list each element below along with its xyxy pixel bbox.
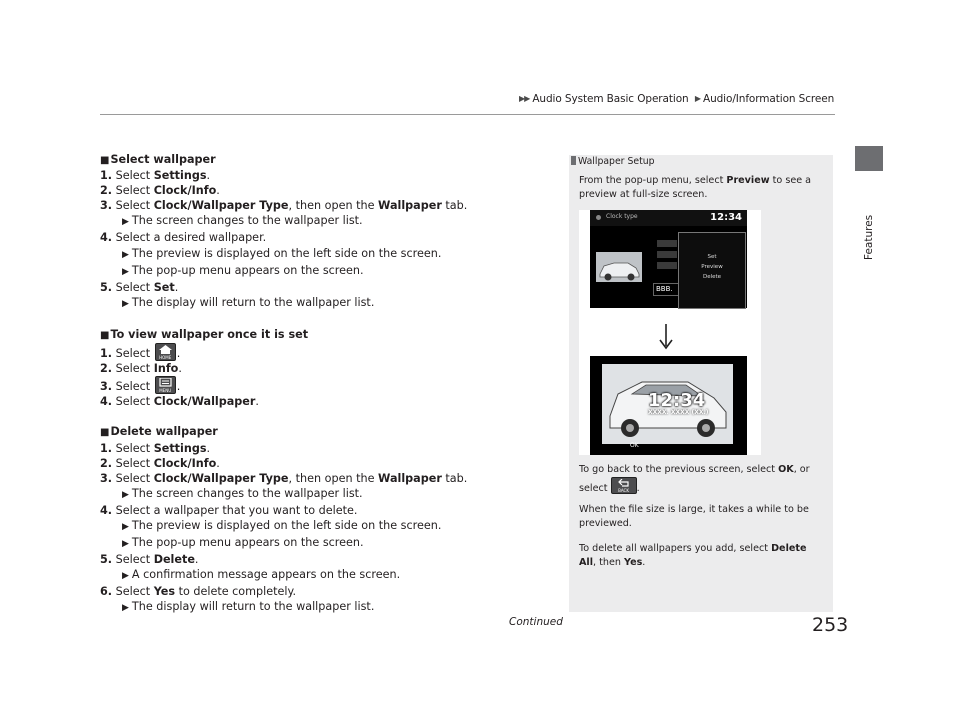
step: 4. Select Clock/Wallpaper.	[100, 395, 259, 409]
menu-item-delete[interactable]: Delete	[702, 274, 722, 280]
preview-date: XXXX. XXXX (XX.)	[648, 409, 709, 416]
step-result: ▶ A confirmation message appears on the screen.	[122, 568, 401, 582]
continued-label: Continued	[509, 616, 563, 628]
step: 2. Select Clock/Info.	[100, 184, 220, 198]
step: 4. Select a wallpaper that you want to delete.	[100, 503, 358, 517]
square-bullet-icon: ■	[100, 329, 110, 341]
step: 2. Select Clock/Info.	[100, 456, 220, 470]
pop-up-menu	[678, 232, 746, 309]
step: 3. Select Clock/Wallpaper Type, then open the Wallpaper tab.	[100, 471, 468, 485]
result-arrow-icon: ▶	[122, 603, 129, 614]
breadcrumb-arrow-icon: ▶	[694, 94, 700, 103]
screen-illustration	[579, 210, 761, 455]
back-dot-icon	[596, 215, 601, 220]
step-result: ▶ The preview is displayed on the left side on the screen.	[122, 518, 442, 532]
result-arrow-icon: ▶	[122, 539, 129, 550]
step: 4. Select a desired wallpaper.	[100, 231, 267, 245]
down-arrow-icon	[659, 324, 673, 350]
result-arrow-icon: ▶	[122, 521, 129, 532]
result-arrow-icon: ▶	[122, 249, 129, 260]
list-item-label: BBB.	[653, 283, 681, 296]
result-arrow-icon: ▶	[122, 298, 129, 309]
section-heading: ■Delete wallpaper	[100, 425, 218, 439]
step-result: ▶ The display will return to the wallpaper list.	[122, 295, 375, 309]
note-paragraph: When the file size is large, it takes a while to be previewed.	[579, 504, 809, 529]
step: 3. Select MENU .	[100, 376, 555, 394]
note-chip-icon	[571, 156, 576, 165]
step-result: ▶ The preview is displayed on the left side on the screen.	[122, 246, 442, 260]
menu-icon: MENU	[155, 376, 176, 394]
step: 1. Select Settings.	[100, 169, 211, 183]
step-result: ▶ The screen changes to the wallpaper list.	[122, 214, 363, 228]
note-paragraph: To go back to the previous screen, select OK, or select BACK .	[579, 464, 810, 494]
menu-item-set[interactable]: Set	[707, 254, 717, 260]
menu-item-preview[interactable]: Preview	[701, 264, 723, 270]
home-icon: HOME	[155, 343, 176, 361]
note-paragraph: To delete all wallpapers you add, select Delete All, then Yes.	[579, 543, 807, 568]
square-bullet-icon: ■	[100, 155, 110, 166]
step: 3. Select Clock/Wallpaper Type, then open the Wallpaper tab.	[100, 199, 468, 213]
step: 6. Select Yes to delete completely.	[100, 585, 297, 599]
note-paragraph: From the pop-up menu, select Preview to see a preview at full-size screen.	[579, 175, 812, 200]
preview-screen	[590, 356, 747, 455]
side-tab-label: Features	[863, 214, 875, 260]
pop-up-screen	[590, 210, 747, 308]
header-rule	[100, 114, 835, 115]
preview-clock: 12:34	[648, 390, 706, 411]
breadcrumb	[519, 93, 834, 105]
breadcrumb-part1: Audio System Basic Operation	[532, 93, 689, 105]
main-content	[100, 152, 555, 617]
step-result: ▶ The pop-up menu appears on the screen.	[122, 536, 364, 550]
breadcrumb-part2: Audio/Information Screen	[702, 93, 835, 105]
step: 1. Select HOME .	[100, 343, 555, 361]
result-arrow-icon: ▶	[122, 266, 129, 277]
page-number: 253	[812, 614, 849, 636]
back-icon: BACK	[611, 477, 637, 494]
result-arrow-icon: ▶	[122, 217, 129, 228]
step: 2. Select Info.	[100, 362, 182, 376]
step: 5. Select Delete.	[100, 553, 199, 567]
ok-button[interactable]: OK	[630, 442, 639, 449]
step-result: ▶ The display will return to the wallpaper list.	[122, 600, 375, 614]
result-arrow-icon: ▶	[122, 489, 129, 500]
step-result: ▶ The pop-up menu appears on the screen.	[122, 263, 364, 277]
step: 1. Select Settings.	[100, 441, 211, 455]
screen-time: 12:34	[710, 212, 742, 223]
wallpaper-thumb	[596, 252, 642, 282]
step: 5. Select Set.	[100, 280, 179, 294]
square-bullet-icon: ■	[100, 427, 110, 439]
side-tab-marker	[855, 146, 883, 171]
clock-type-label: Clock type	[606, 213, 638, 220]
section-heading: ■To view wallpaper once it is set	[100, 327, 309, 341]
result-arrow-icon: ▶	[122, 571, 129, 582]
breadcrumb-arrow-icon: ▶▶	[519, 94, 530, 103]
step-result: ▶ The screen changes to the wallpaper list.	[122, 486, 363, 500]
section-heading: ■Select wallpaper	[100, 153, 216, 166]
note-heading: Wallpaper Setup	[571, 156, 655, 167]
